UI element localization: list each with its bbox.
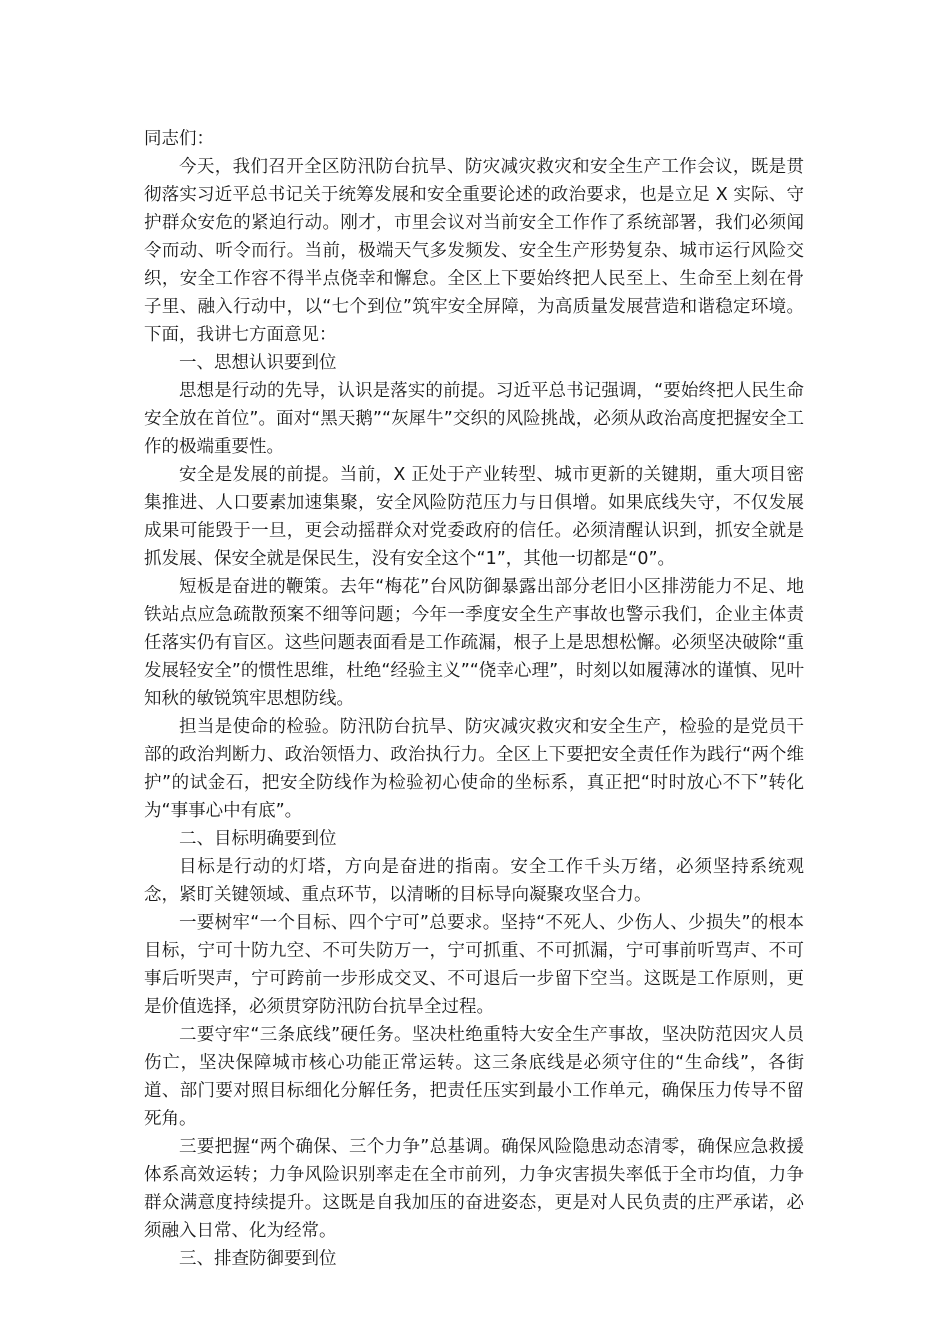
paragraph: 担当是使命的检验。防汛防台抗旱、防灾减灾救灾和安全生产，检验的是党员干部的政治判断力、政治领悟力、政治执行力。全区上下要把安全责任作为践行“两个维护”的试金石，把安全防线作为检验初心使命的坐标系，真正把“时时放心不下”转化为“事事心中有底”。 <box>144 717 804 821</box>
section-heading-2: 二、目标明确要到位 <box>179 829 337 849</box>
section-heading-3: 三、排查防御要到位 <box>179 1249 337 1269</box>
section-heading-1: 一、思想认识要到位 <box>179 353 337 373</box>
document-page <box>144 125 804 1273</box>
paragraph: 思想是行动的先导，认识是落实的前提。习近平总书记强调，“要始终把人民生命安全放在首位”。面对“黑天鹅”“灰犀牛”交织的风险挑战，必须从政治高度把握安全工作的极端重要性。 <box>144 381 804 457</box>
paragraph: 短板是奋进的鞭策。去年“梅花”台风防御暴露出部分老旧小区排涝能力不足、地铁站点应急疏散预案不细等问题；今年一季度安全生产事故也警示我们，企业主体责任落实仍有盲区。这些问题表面看是工作疏漏，根子上是思想松懈。必须坚决破除“重发展轻安全”的惯性思维，杜绝“经验主义”“侥幸心理”，时刻以如履薄冰的谨慎、见叶知秋的敏锐筑牢思想防线。 <box>144 577 804 709</box>
salutation: 同志们： <box>144 129 214 149</box>
paragraph: 一要树牢“一个目标、四个宁可”总要求。坚持“不死人、少伤人、少损失”的根本目标，宁可十防九空、不可失防万一，宁可抓重、不可抓漏，宁可事前听骂声、不可事后听哭声，宁可跨前一步形成交叉、不可退后一步留下空当。这既是工作原则，更是价值选择，必须贯穿防汛防台抗旱全过程。 <box>144 913 804 1017</box>
paragraph: 三要把握“两个确保、三个力争”总基调。确保风险隐患动态清零，确保应急救援体系高效运转；力争风险识别率走在全市前列，力争灾害损失率低于全市均值，力争群众满意度持续提升。这既是自我加压的奋进姿态，更是对人民负责的庄严承诺，必须融入日常、化为经常。 <box>144 1137 804 1241</box>
paragraph-intro: 今天，我们召开全区防汛防台抗旱、防灾减灾救灾和安全生产工作会议，既是贯彻落实习近平总书记关于统筹发展和安全重要论述的政治要求，也是立足 X 实际、守护群众安危的紧迫行动。刚才，市里会议对当前安全工作作了系统部署，我们必须闻令而动、听令而行。当前，极端天气多发频发、安全生产形势复杂、城市运行风险交织，安全工作容不得半点侥幸和懈怠。全区上下要始终把人民至上、生命至上刻在骨子里、融入行动中，以“七个到位”筑牢安全屏障，为高质量发展营造和谐稳定环境。下面，我讲七方面意见： <box>144 157 804 345</box>
paragraph: 安全是发展的前提。当前，X 正处于产业转型、城市更新的关键期，重大项目密集推进、人口要素加速集聚，安全风险防范压力与日俱增。如果底线失守，不仅发展成果可能毁于一旦，更会动摇群众对党委政府的信任。必须清醒认识到，抓安全就是抓发展、保安全就是保民生，没有安全这个“1”，其他一切都是“0”。 <box>144 465 804 569</box>
paragraph: 二要守牢“三条底线”硬任务。坚决杜绝重特大安全生产事故，坚决防范因灾人员伤亡，坚决保障城市核心功能正常运转。这三条底线是必须守住的“生命线”，各街道、部门要对照目标细化分解任务，把责任压实到最小工作单元，确保压力传导不留死角。 <box>144 1025 804 1129</box>
paragraph: 目标是行动的灯塔，方向是奋进的指南。安全工作千头万绪，必须坚持系统观念，紧盯关键领域、重点环节，以清晰的目标导向凝聚攻坚合力。 <box>144 857 804 905</box>
